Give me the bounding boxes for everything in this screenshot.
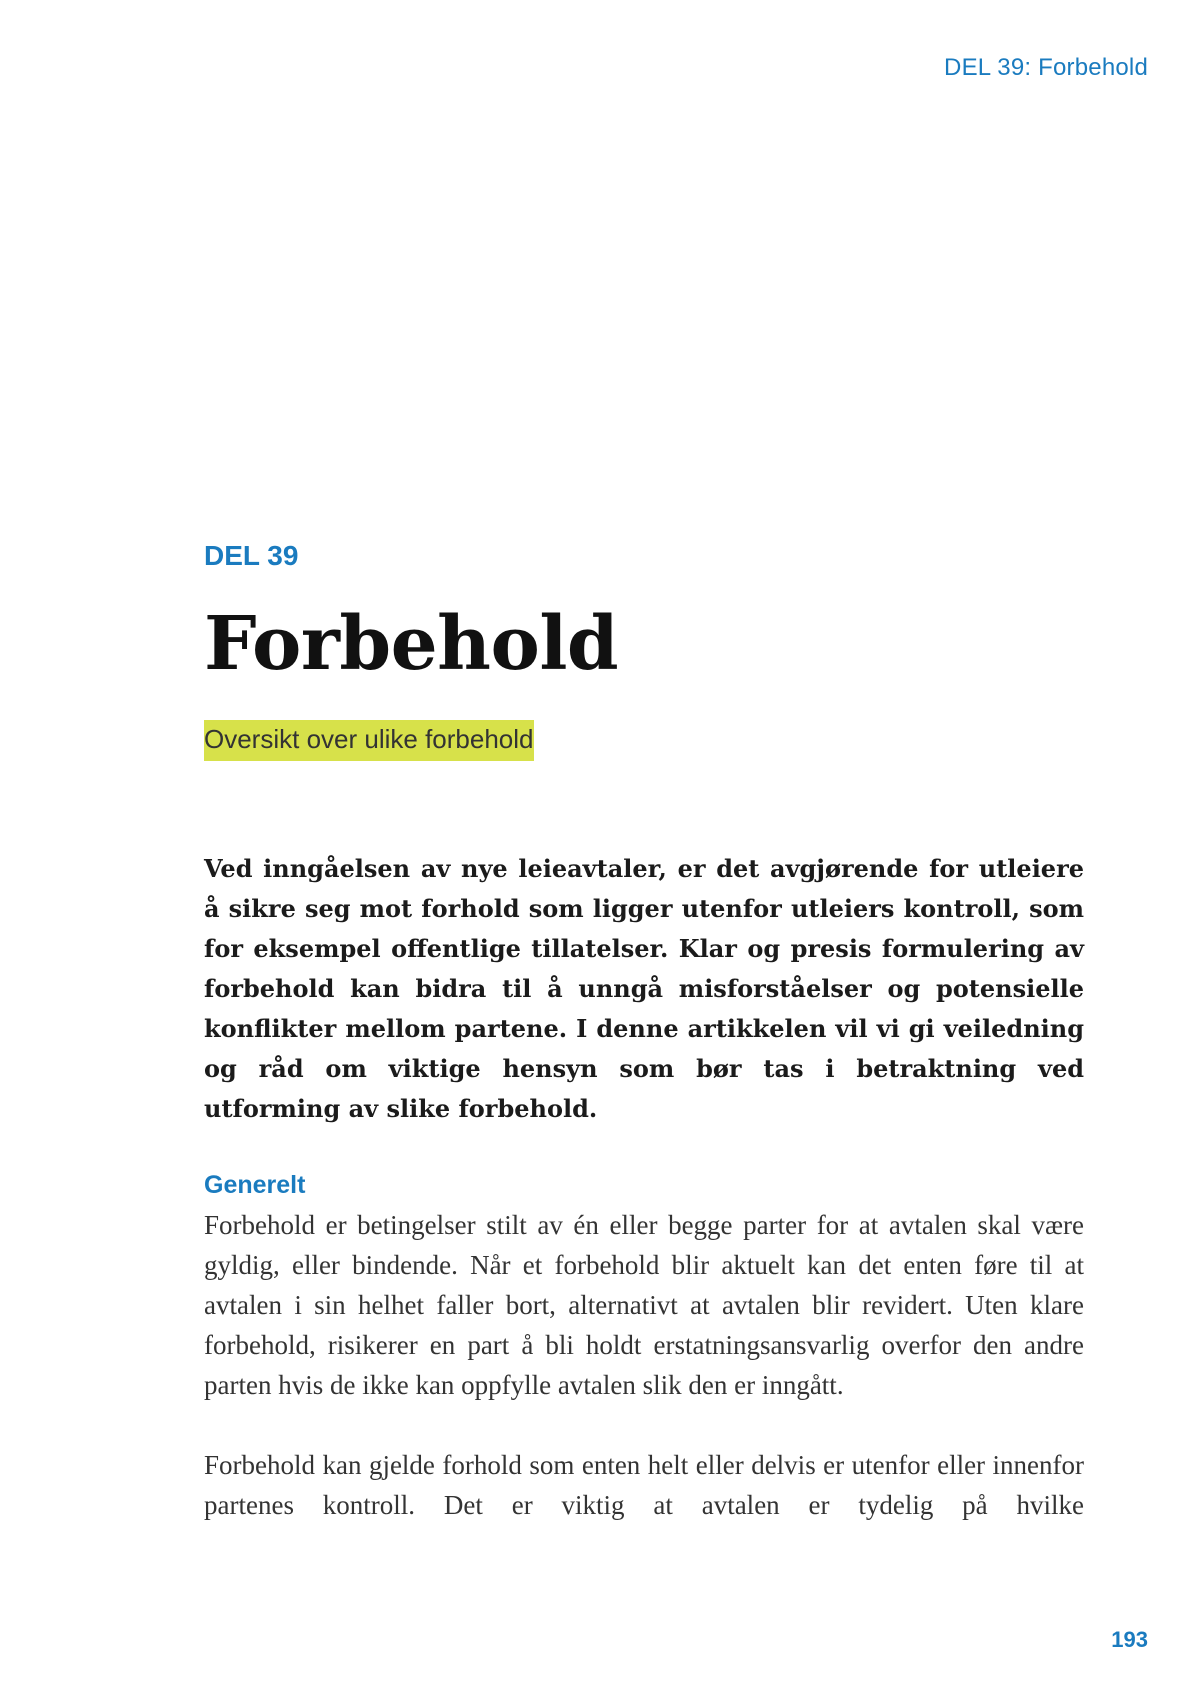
page-title: Forbehold	[204, 601, 619, 687]
part-label: DEL 39	[204, 540, 299, 571]
subtitle-highlight: Oversikt over ulike forbehold	[204, 720, 534, 761]
running-header: DEL 39: Forbehold	[944, 54, 1148, 81]
section-heading-generelt: Generelt	[204, 1171, 306, 1199]
article	[204, 538, 1084, 1525]
body-paragraph-1: Forbehold er betingelser stilt av én eller begge parter for at avtalen skal være gyldig, eller bindende. Når et forbehold blir aktuelt kan det enten føre til at avtalen i sin helhet faller bort, alternativt at avtalen blir revidert. Uten klare forbehold, risikerer en part å bli holdt erstatningsansvarlig overfor den andre parten hvis de ikke kan oppfylle avtalen slik den er inngått.	[204, 1210, 1084, 1400]
body-paragraph-2: Forbehold kan gjelde forhold som enten helt eller delvis er utenfor eller innenfor partenes kontroll. Det er viktig at avtalen er tydelig på hvilke	[204, 1450, 1084, 1520]
lead-paragraph: Ved inngåelsen av nye leieavtaler, er det avgjørende for utleiere å sikre seg mot forhold som ligger utenfor utleiers kontroll, som for eksempel offentlige tillatelser. Klar og presis formulering av forbehold kan bidra til å unngå misforståelser og potensielle konflikter mellom partene. I denne artikkelen vil vi gi veiledning og råd om viktige hensyn som bør tas i betraktning ved utforming av slike forbehold.	[204, 854, 1084, 1123]
page-number: 193	[1111, 1627, 1148, 1652]
